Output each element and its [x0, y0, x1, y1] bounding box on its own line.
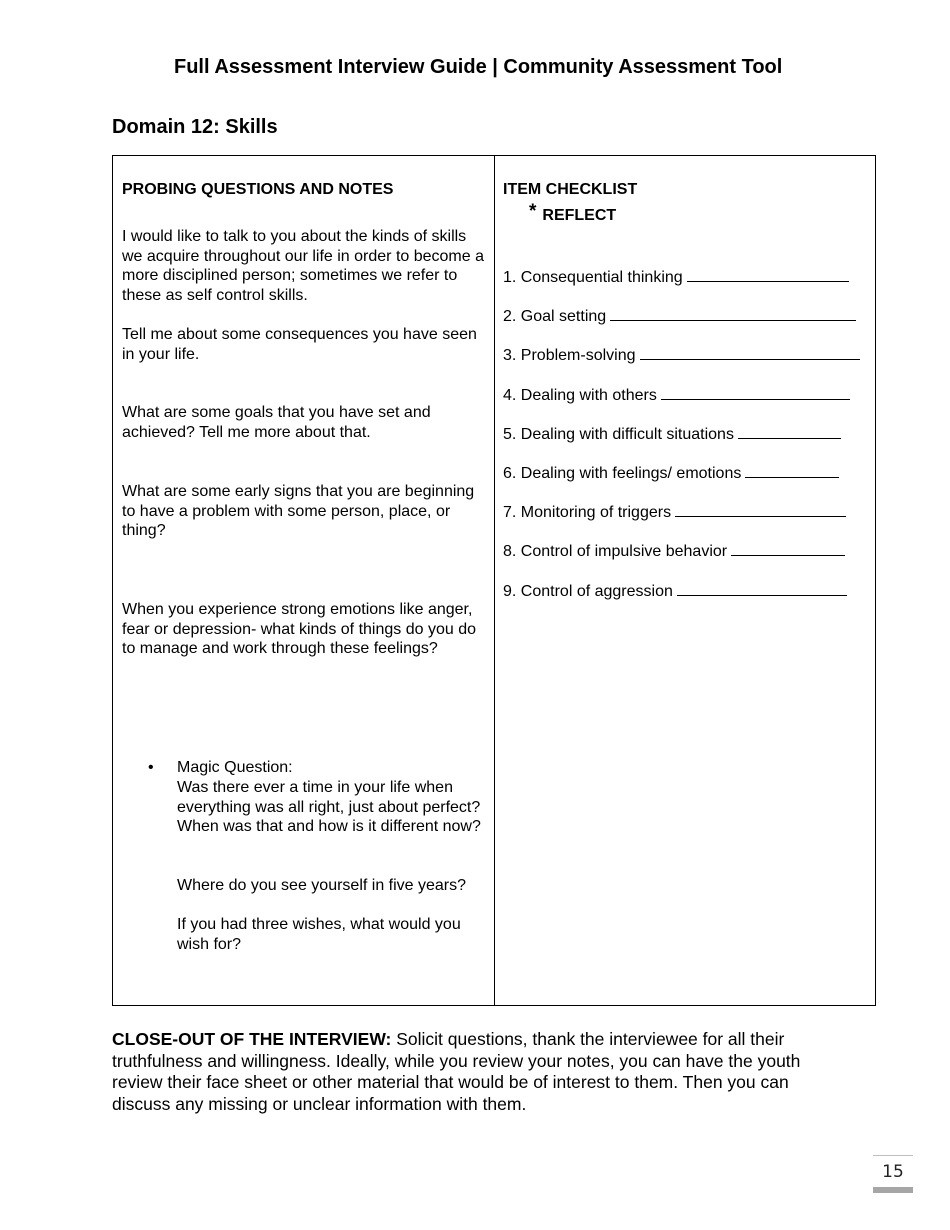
closeout-label: CLOSE-OUT OF THE INTERVIEW: — [112, 1029, 392, 1049]
page-number: 15 — [882, 1162, 904, 1182]
intro-paragraph: I would like to talk to you about the kinds of skills we acquire throughout our life in order to become a more disciplined person; sometimes we refer to these as self control skills. — [122, 228, 484, 305]
checklist-item — [503, 463, 839, 483]
checklist-item-label: 9. Control of aggression — [503, 583, 673, 600]
bullet-symbol: • — [148, 759, 154, 776]
reflect-star-icon: * — [529, 201, 537, 222]
page-number-bar — [873, 1187, 913, 1193]
magic-question-3: If you had three wishes, what would you wish for? — [177, 916, 461, 953]
answer-blank-line[interactable] — [610, 306, 856, 321]
checklist-item — [503, 306, 856, 326]
checklist-item-label: 2. Goal setting — [503, 308, 607, 325]
answer-blank-line[interactable] — [675, 502, 846, 517]
question-consequences: Tell me about some consequences you have seen in your life. — [122, 326, 477, 363]
page-header-title: Full Assessment Interview Guide | Community Assessment Tool — [174, 56, 783, 78]
closeout-paragraph — [112, 1029, 842, 1115]
page-number-box — [873, 1155, 913, 1193]
checklist-item-label: 6. Dealing with feelings/ emotions — [503, 465, 742, 482]
checklist-item — [503, 502, 846, 522]
checklist-item-label: 1. Consequential thinking — [503, 269, 683, 286]
checklist-item — [503, 267, 849, 287]
answer-blank-line[interactable] — [738, 424, 841, 439]
answer-blank-line[interactable] — [745, 463, 839, 478]
answer-blank-line[interactable] — [640, 345, 860, 360]
answer-blank-line[interactable] — [677, 581, 847, 596]
question-early-signs: What are some early signs that you are beginning to have a problem with some person, place, or thing? — [122, 483, 475, 540]
checklist-item — [503, 385, 850, 405]
question-goals: What are some goals that you have set and achieved? Tell me more about that. — [122, 404, 431, 441]
checklist-item — [503, 345, 860, 365]
assessment-table — [112, 155, 876, 1006]
magic-question-2: Where do you see yourself in five years? — [177, 877, 467, 894]
checklist-item-label: 8. Control of impulsive behavior — [503, 543, 728, 560]
reflect-label — [529, 201, 617, 226]
checklist-item-label: 3. Problem-solving — [503, 347, 636, 364]
checklist-item-label: 4. Dealing with others — [503, 387, 657, 404]
answer-blank-line[interactable] — [687, 267, 849, 282]
item-checklist-heading: ITEM CHECKLIST — [503, 181, 638, 198]
domain-title: Domain 12: Skills — [112, 116, 278, 138]
checklist-item — [503, 424, 841, 444]
answer-blank-line[interactable] — [661, 385, 850, 400]
column-divider — [494, 156, 495, 1005]
closeout-text: Solicit questions, thank the interviewee for all their truthfulness and willingness. Ideally, while you review your notes, you can have the youth review their face sheet or other material that would be of interest to them. Then you can discuss any missing or unclear information with them. — [112, 1029, 801, 1114]
probing-questions-heading: PROBING QUESTIONS AND NOTES — [122, 181, 394, 198]
checklist-item-label: 7. Monitoring of triggers — [503, 504, 672, 521]
answer-blank-line[interactable] — [731, 541, 845, 556]
magic-question-label: Magic Question: — [177, 759, 293, 776]
checklist-item — [503, 541, 845, 561]
checklist-item-label: 5. Dealing with difficult situations — [503, 426, 734, 443]
checklist-item — [503, 581, 847, 601]
question-emotions: When you experience strong emotions like anger, fear or depression- what kinds of things do you do to manage and work through these feelings? — [122, 601, 476, 658]
magic-question-1: Was there ever a time in your life when everything was all right, just about perfect? When was that and how is it different now? — [177, 779, 481, 836]
reflect-text: REFLECT — [542, 207, 617, 224]
